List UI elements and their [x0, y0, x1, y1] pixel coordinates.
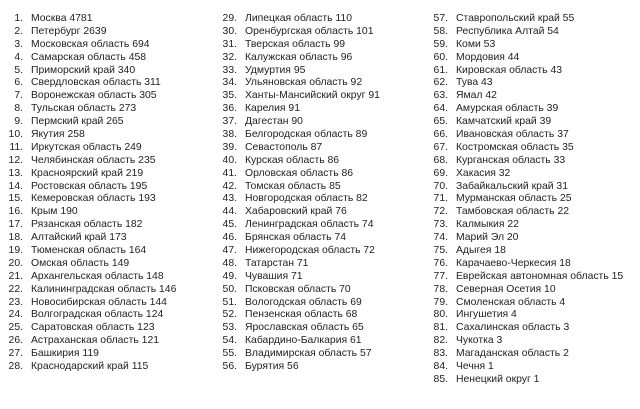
list-item-label: Калужская область 96 — [245, 51, 353, 63]
list-item-label: Приморский край 340 — [31, 64, 136, 76]
list-item — [220, 335, 380, 348]
list-item-number: 30. — [222, 25, 237, 37]
list-item-number: 2. — [14, 25, 23, 37]
list-item — [220, 322, 380, 335]
list-item-number: 20. — [8, 257, 23, 269]
list-item-number: 41. — [222, 167, 237, 179]
list-item-label: Калмыкия 22 — [456, 219, 519, 231]
list-item-label: Ненецкий округ 1 — [456, 373, 540, 385]
list-item — [220, 39, 380, 52]
list-item-label: Марий Эл 20 — [456, 232, 519, 244]
list-item — [431, 181, 623, 194]
list-item-number: 80. — [433, 309, 448, 321]
list-item-label: Чечня 1 — [456, 361, 494, 373]
list-item — [431, 374, 623, 387]
list-item-label: Брянская область 74 — [245, 232, 347, 244]
list-item — [220, 271, 380, 284]
list-item — [431, 361, 623, 374]
list-item — [6, 90, 176, 103]
list-item-label: Петербург 2639 — [31, 25, 107, 37]
list-item-number: 28. — [8, 361, 23, 373]
list-item-label: Башкирия 119 — [31, 348, 99, 360]
list-item — [431, 116, 623, 129]
list-item — [220, 361, 380, 374]
list-item — [431, 103, 623, 116]
list-item-number: 38. — [222, 129, 237, 141]
list-item-number: 57. — [433, 13, 448, 24]
ranking-column-3 — [431, 13, 623, 387]
list-item-label: Хабаровский край 76 — [245, 206, 347, 218]
list-item-number: 60. — [433, 51, 448, 63]
list-item-number: 32. — [222, 51, 237, 63]
list-item — [431, 65, 623, 78]
list-item-label: Курганская область 33 — [456, 154, 566, 166]
list-item-label: Коми 53 — [456, 38, 496, 50]
list-item — [431, 322, 623, 335]
list-item-label: Крым 190 — [31, 206, 78, 218]
list-item — [6, 309, 176, 322]
list-item — [431, 206, 623, 219]
list-item — [6, 245, 176, 258]
list-item-label: Красноярский край 219 — [31, 167, 144, 179]
list-item — [6, 52, 176, 65]
list-item — [431, 13, 623, 26]
list-item-number: 16. — [8, 206, 23, 218]
list-item-number: 81. — [433, 322, 448, 334]
list-item-number: 10. — [8, 129, 23, 141]
list-item — [220, 52, 380, 65]
list-item — [6, 193, 176, 206]
list-item — [220, 193, 380, 206]
list-item — [431, 309, 623, 322]
list-item-number: 67. — [433, 141, 448, 153]
list-item — [6, 116, 176, 129]
list-item-label: Вологодская область 69 — [245, 296, 362, 308]
list-item-label: Иркутская область 249 — [31, 141, 142, 153]
list-item — [6, 181, 176, 194]
list-item-number: 46. — [222, 232, 237, 244]
list-item-number: 34. — [222, 77, 237, 89]
list-item-label: Ханты-Мансийский округ 91 — [245, 90, 380, 102]
list-item-label: Архангельская область 148 — [31, 270, 164, 282]
list-item — [431, 284, 623, 297]
list-item — [220, 258, 380, 271]
list-item — [431, 168, 623, 181]
list-item — [431, 26, 623, 39]
list-item-number: 66. — [433, 129, 448, 141]
list-item-number: 33. — [222, 64, 237, 76]
list-item — [220, 168, 380, 181]
list-item-label: Нижегородская область 72 — [245, 245, 375, 257]
list-item-label: Ростовская область 195 — [31, 180, 148, 192]
list-item — [220, 77, 380, 90]
list-item-label: Липецкая область 110 — [245, 13, 352, 24]
list-item-label: Тамбовская область 22 — [456, 206, 569, 218]
list-item-label: Ульяновская область 92 — [245, 77, 363, 89]
list-item — [220, 65, 380, 78]
list-item-label: Новгородская область 82 — [245, 193, 368, 205]
list-item-number: 69. — [433, 167, 448, 179]
list-item — [220, 13, 380, 26]
list-item — [6, 65, 176, 78]
list-item-label: Пензенская область 68 — [245, 309, 358, 321]
list-item-number: 26. — [8, 335, 23, 347]
list-item — [6, 39, 176, 52]
list-item-number: 76. — [433, 257, 448, 269]
list-item-number: 35. — [222, 90, 237, 102]
list-item-label: Алтайский край 173 — [31, 232, 127, 244]
list-item-number: 68. — [433, 154, 448, 166]
list-item-label: Новосибирская область 144 — [31, 296, 167, 308]
list-item — [6, 77, 176, 90]
list-item — [220, 309, 380, 322]
list-item — [431, 52, 623, 65]
list-item — [6, 297, 176, 310]
list-item-number: 56. — [222, 361, 237, 373]
list-item-number: 12. — [8, 154, 23, 166]
list-item-number: 22. — [8, 283, 23, 295]
list-item-number: 65. — [433, 116, 448, 128]
list-item-label: Кемеровская область 193 — [31, 193, 156, 205]
list-item — [431, 348, 623, 361]
list-item — [220, 206, 380, 219]
list-item-number: 70. — [433, 180, 448, 192]
ranking-column-2 — [220, 13, 380, 374]
list-item-label: Томская область 85 — [245, 180, 341, 192]
list-item-label: Тува 43 — [456, 77, 493, 89]
list-item-label: Адыгея 18 — [456, 245, 506, 257]
list-item-number: 75. — [433, 245, 448, 257]
list-item — [6, 258, 176, 271]
list-item — [431, 129, 623, 142]
list-item — [6, 361, 176, 374]
list-item-label: Бурятия 56 — [245, 361, 299, 373]
list-item — [431, 90, 623, 103]
list-item-label: Ленинградская область 74 — [245, 219, 374, 231]
list-item-label: Сахалинская область 3 — [456, 322, 570, 334]
list-item-label: Курская область 86 — [245, 154, 340, 166]
list-item — [431, 155, 623, 168]
list-item-label: Камчатский край 39 — [456, 116, 552, 128]
list-item-label: Северная Осетия 10 — [456, 283, 556, 295]
list-item-number: 84. — [433, 361, 448, 373]
list-item-label: Тюменская область 164 — [31, 245, 147, 257]
list-item-number: 50. — [222, 283, 237, 295]
list-item-number: 52. — [222, 309, 237, 321]
list-item-label: Ингушетия 4 — [456, 309, 517, 321]
list-item-number: 7. — [14, 90, 23, 102]
list-item-label: Свердловская область 311 — [31, 77, 161, 89]
list-item-number: 11. — [9, 141, 23, 153]
list-item-number: 53. — [222, 322, 237, 334]
list-item — [6, 26, 176, 39]
list-item-number: 13. — [8, 167, 23, 179]
list-item-label: Псковская область 70 — [245, 283, 351, 295]
list-item-number: 25. — [8, 322, 23, 334]
list-item-number: 73. — [433, 219, 448, 231]
list-item-label: Удмуртия 95 — [245, 64, 306, 76]
list-item — [6, 206, 176, 219]
list-item-number: 19. — [8, 245, 23, 257]
list-item-label: Якутия 258 — [31, 129, 85, 141]
list-item-label: Ставропольский край 55 — [456, 13, 575, 24]
list-item — [6, 142, 176, 155]
list-item-number: 85. — [433, 373, 448, 385]
list-item-number: 62. — [433, 77, 448, 89]
list-item-label: Рязанская область 182 — [31, 219, 143, 231]
list-item — [6, 13, 176, 26]
list-item-number: 17. — [8, 219, 23, 231]
list-item — [6, 232, 176, 245]
list-item — [6, 322, 176, 335]
list-item-number: 61. — [433, 64, 448, 76]
list-item — [6, 219, 176, 232]
list-item-label: Мурманская область 25 — [456, 193, 572, 205]
list-item-label: Мордовия 44 — [456, 51, 520, 63]
list-item-number: 72. — [433, 206, 448, 218]
list-item-number: 23. — [8, 296, 23, 308]
list-item — [6, 168, 176, 181]
list-item-label: Карелия 91 — [245, 103, 300, 115]
list-item-label: Оренбургская область 101 — [245, 25, 374, 37]
list-item-label: Москва 4781 — [31, 13, 93, 24]
list-item-number: 24. — [8, 309, 23, 321]
list-item — [220, 142, 380, 155]
list-item-label: Смоленская область 4 — [456, 296, 566, 308]
list-item-number: 36. — [222, 103, 237, 115]
list-item-label: Воронежская область 305 — [31, 90, 157, 102]
list-item — [220, 181, 380, 194]
list-item — [431, 335, 623, 348]
list-item — [431, 297, 623, 310]
list-item-number: 14. — [8, 180, 23, 192]
list-item-label: Краснодарский край 115 — [31, 361, 149, 373]
ranking-column-1 — [6, 13, 176, 374]
list-item-label: Астраханская область 121 — [31, 335, 159, 347]
list-item — [220, 26, 380, 39]
list-item-number: 64. — [433, 103, 448, 115]
list-item-label: Московская область 694 — [31, 38, 150, 50]
list-item-number: 83. — [433, 348, 448, 360]
list-item — [431, 232, 623, 245]
list-item-label: Еврейская автономная область 15 — [456, 270, 624, 282]
list-item — [220, 348, 380, 361]
list-item-number: 27. — [8, 348, 23, 360]
list-item-number: 78. — [433, 283, 448, 295]
list-item-label: Ямал 42 — [456, 90, 497, 102]
list-item-label: Челябинская область 235 — [31, 154, 156, 166]
list-item-number: 54. — [222, 335, 237, 347]
list-item — [431, 245, 623, 258]
list-item-number: 51. — [222, 296, 237, 308]
list-item-number: 63. — [433, 90, 448, 102]
list-item-label: Ярославская область 65 — [245, 322, 364, 334]
list-item — [6, 284, 176, 297]
list-item-number: 43. — [222, 193, 237, 205]
list-item — [220, 232, 380, 245]
list-item — [220, 245, 380, 258]
list-item-number: 1. — [14, 13, 23, 24]
list-item-label: Омская область 149 — [31, 257, 130, 269]
list-item-number: 31. — [222, 38, 237, 50]
list-item — [220, 284, 380, 297]
list-item-number: 71. — [433, 193, 448, 205]
list-item — [6, 155, 176, 168]
list-item — [6, 271, 176, 284]
list-item-label: Хакасия 32 — [456, 167, 511, 179]
list-item-label: Ивановская область 37 — [456, 129, 569, 141]
list-item-number: 15. — [8, 193, 23, 205]
list-item-label: Владимирская область 57 — [245, 348, 372, 360]
list-item-label: Татарстан 71 — [245, 257, 309, 269]
list-item-number: 37. — [222, 116, 237, 128]
list-item-number: 74. — [433, 232, 448, 244]
list-item-label: Калининградская область 146 — [31, 283, 177, 295]
list-item-number: 6. — [14, 77, 23, 89]
list-item — [220, 297, 380, 310]
list-item — [431, 258, 623, 271]
list-item-number: 58. — [433, 25, 448, 37]
list-item-label: Чукотка 3 — [456, 335, 503, 347]
list-item-number: 47. — [222, 245, 237, 257]
list-item-number: 40. — [222, 154, 237, 166]
list-item-number: 18. — [8, 232, 23, 244]
list-item-label: Карачаево-Черкесия 18 — [456, 257, 571, 269]
list-item-number: 8. — [14, 103, 23, 115]
list-item-label: Дагестан 90 — [245, 116, 303, 128]
list-item-number: 5. — [14, 64, 23, 76]
list-item — [431, 219, 623, 232]
list-item-number: 42. — [222, 180, 237, 192]
list-item-number: 9. — [14, 116, 23, 128]
list-item — [220, 103, 380, 116]
list-item — [6, 335, 176, 348]
list-item-label: Амурская область 39 — [456, 103, 559, 115]
list-item — [431, 39, 623, 52]
list-item — [6, 348, 176, 361]
list-item-label: Костромская область 35 — [456, 141, 574, 153]
list-item — [220, 90, 380, 103]
list-item-label: Самарская область 458 — [31, 51, 147, 63]
list-item — [6, 103, 176, 116]
list-item — [431, 193, 623, 206]
list-item — [431, 142, 623, 155]
list-item-number: 77. — [433, 270, 448, 282]
list-item-label: Чувашия 71 — [245, 270, 303, 282]
list-item-number: 48. — [222, 257, 237, 269]
list-item-number: 59. — [433, 38, 448, 50]
list-item-number: 49. — [222, 270, 237, 282]
list-item — [220, 219, 380, 232]
list-item-label: Саратовская область 123 — [31, 322, 155, 334]
list-item-number: 3. — [14, 38, 23, 50]
list-item-number: 45. — [222, 219, 237, 231]
list-item-number: 55. — [222, 348, 237, 360]
list-item-number: 79. — [433, 296, 448, 308]
list-item-label: Тверская область 99 — [245, 38, 346, 50]
list-item-number: 39. — [222, 141, 237, 153]
list-item-label: Республика Алтай 54 — [456, 25, 559, 37]
list-item-label: Кабардино-Балкария 61 — [245, 335, 362, 347]
list-item-label: Магаданская область 2 — [456, 348, 569, 360]
list-item — [6, 129, 176, 142]
list-item-label: Пермский край 265 — [31, 116, 124, 128]
list-item-number: 82. — [433, 335, 448, 347]
list-item — [431, 77, 623, 90]
list-item-label: Кировская область 43 — [456, 64, 562, 76]
list-item-number: 21. — [8, 270, 23, 282]
list-item — [431, 271, 623, 284]
list-item-number: 44. — [222, 206, 237, 218]
list-item-label: Тульская область 273 — [31, 103, 137, 115]
list-item-label: Забайкальский край 31 — [456, 180, 568, 192]
list-item — [220, 116, 380, 129]
list-item — [220, 155, 380, 168]
list-item-label: Орловская область 86 — [245, 167, 354, 179]
list-item-number: 4. — [14, 51, 23, 63]
list-item-label: Севастополь 87 — [245, 141, 323, 153]
list-item — [220, 129, 380, 142]
list-item-label: Волгоградская область 124 — [31, 309, 164, 321]
list-item-label: Белгородская область 89 — [245, 129, 368, 141]
list-item-number: 29. — [222, 13, 237, 24]
